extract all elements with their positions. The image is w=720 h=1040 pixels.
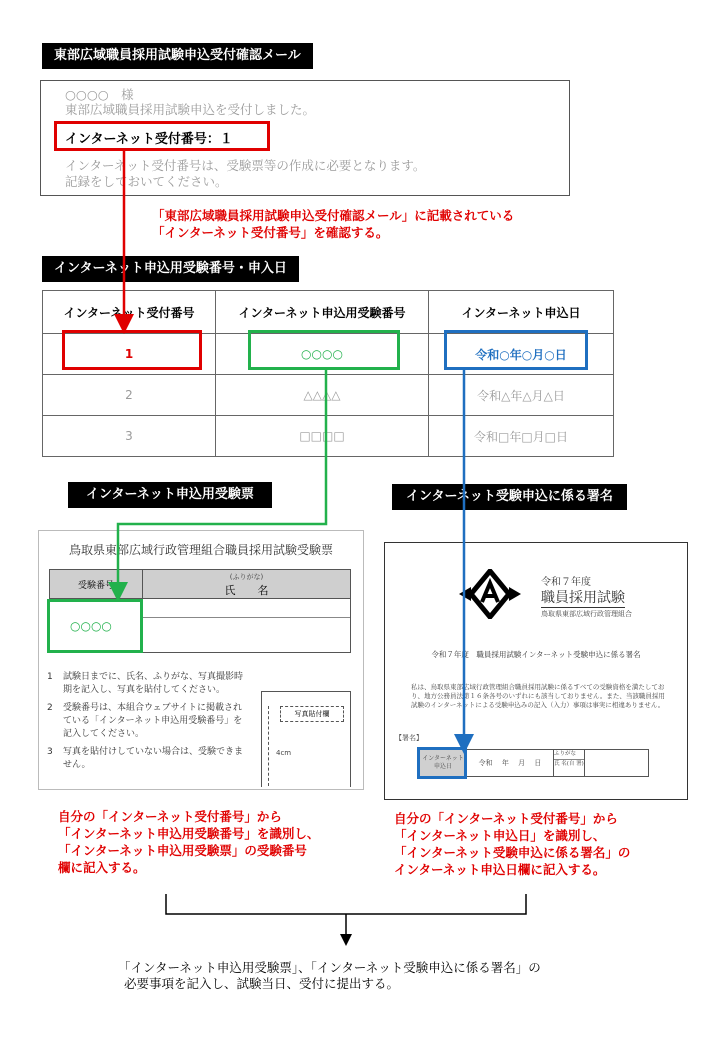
sig-body: 私は、鳥取県東部広域行政管理組合職員採用試験に係るすべての受験資格を満たしており、地方公務員法第１６条各号のいずれにも該当しておりません。また、当該職員採用試験のインターネットによる受験申込みの記入（入力）事項は事実に相違ありません。 xyxy=(411,683,665,709)
ticket-note-text: 写真を貼付けしていない場合は、受験できません。 xyxy=(63,747,244,770)
left-note-line2: 「インターネット申込用受験番号」を識別し、 xyxy=(58,826,320,841)
ticket-title: 鳥取県東部広域行政管理組合職員採用試験受験票 xyxy=(68,543,333,557)
right-note-line3: 「インターネット受験申込に係る署名」の xyxy=(394,845,631,860)
table-cell: △△△△ xyxy=(216,375,429,416)
bottom-note xyxy=(118,960,541,992)
bottom-note-line1: 「インターネット申込用受験票」、「インターネット受験申込に係る署名」の xyxy=(118,960,541,975)
ticket-col1-label: 受験番号 xyxy=(77,580,114,591)
signature-label: インターネット受験申込に係る署名 xyxy=(392,484,627,510)
merge-bracket xyxy=(166,894,526,914)
table-title: インターネット申込用受験番号・申入日 xyxy=(42,256,299,282)
sig-furigana: ふりがな xyxy=(554,750,584,760)
header-receipt-number: インターネット受付番号 xyxy=(43,291,216,334)
mail-line1: ○○○○ 様 xyxy=(65,87,134,102)
header-exam-number: インターネット申込用受験番号 xyxy=(216,291,429,334)
mail-line2: 東部広域職員採用試験申込を受付しました。 xyxy=(65,102,316,117)
right-note-line2: 「インターネット申込日」を識別し、 xyxy=(394,828,606,843)
left-note-line1: 自分の「インターネット受付番号」から xyxy=(58,809,282,824)
photo-label: 写真貼付欄 xyxy=(294,710,330,718)
confirm-note-line2: 「インターネット受付番号」を確認する。 xyxy=(152,225,389,240)
green-connector xyxy=(118,370,326,592)
mail-line4: 記録をしておいてください。 xyxy=(65,174,228,189)
right-note xyxy=(394,810,630,878)
table-cell: 3 xyxy=(43,416,216,457)
header-apply-date: インターネット申込日 xyxy=(429,291,614,334)
ticket-note-num: 2 xyxy=(47,703,53,713)
mail-title: 東部広域職員採用試験申込受付確認メール xyxy=(42,43,313,69)
photo-size: 4cm xyxy=(276,749,292,757)
table-cell: ○○○○ xyxy=(216,334,429,375)
left-note-line4: 欄に記入する。 xyxy=(58,860,146,875)
ticket-note-text: 受験番号は、本組合ウェブサイトに掲載されている「インターネット申込用受験番号」を記入してください。 xyxy=(63,703,243,739)
bottom-note-line2: 必要事項を記入し、試験当日、受付に提出する。 xyxy=(124,976,400,991)
confirm-note-line1: 「東部広域職員採用試験申込受付確認メール」に記載されている xyxy=(152,208,515,223)
sig-date-label: インターネット申込日 xyxy=(422,755,464,770)
sig-sign-label: 【署名】 xyxy=(395,734,423,742)
sig-org: 鳥取県東部広域行政管理組合 xyxy=(541,610,632,618)
ticket-note-text: 試験日までに、氏名、ふりがな、写真撮影時期を記入し、写真を貼付してください。 xyxy=(63,672,244,695)
ticket-furigana: (ふりがな) xyxy=(229,573,264,581)
ticket-note-num: 3 xyxy=(47,747,53,757)
sig-exam-title: 職員採用試験 xyxy=(541,587,625,608)
sig-date-value: 令和 年 月 日 xyxy=(478,759,542,767)
ticket-label: インターネット申込用受験票 xyxy=(68,482,272,508)
ticket-number: ○○○○ xyxy=(70,619,112,633)
right-note-line1: 自分の「インターネット受付番号」から xyxy=(394,811,618,826)
mail-line3: インターネット受付番号は、受験票等の作成に必要となります。 xyxy=(65,158,426,173)
table-cell: 令和△年△月△日 xyxy=(429,375,614,416)
table-cell: 2 xyxy=(43,375,216,416)
sig-name-label: 氏 名(自 署) xyxy=(554,761,584,767)
table-cell: 1 xyxy=(43,334,216,375)
left-note-line3: 「インターネット申込用受験票」の受験番号 xyxy=(58,843,307,858)
sig-heading: 令和７年度 職員採用試験インターネット受験申込に係る署名 xyxy=(431,650,641,659)
table-cell: 令和○年○月○日 xyxy=(429,334,614,375)
left-note xyxy=(58,808,319,876)
ticket-name-label: 氏 名 xyxy=(224,584,269,597)
table-cell: 令和□年□月□日 xyxy=(429,416,614,457)
receipt-number-label: インターネット受付番号：１ xyxy=(65,132,233,147)
sig-year: 令和７年度 xyxy=(541,577,591,588)
ticket-note-num: 1 xyxy=(47,672,53,682)
table-cell: □□□□ xyxy=(216,416,429,457)
right-note-line4: インターネット申込日欄に記入する。 xyxy=(394,862,606,877)
